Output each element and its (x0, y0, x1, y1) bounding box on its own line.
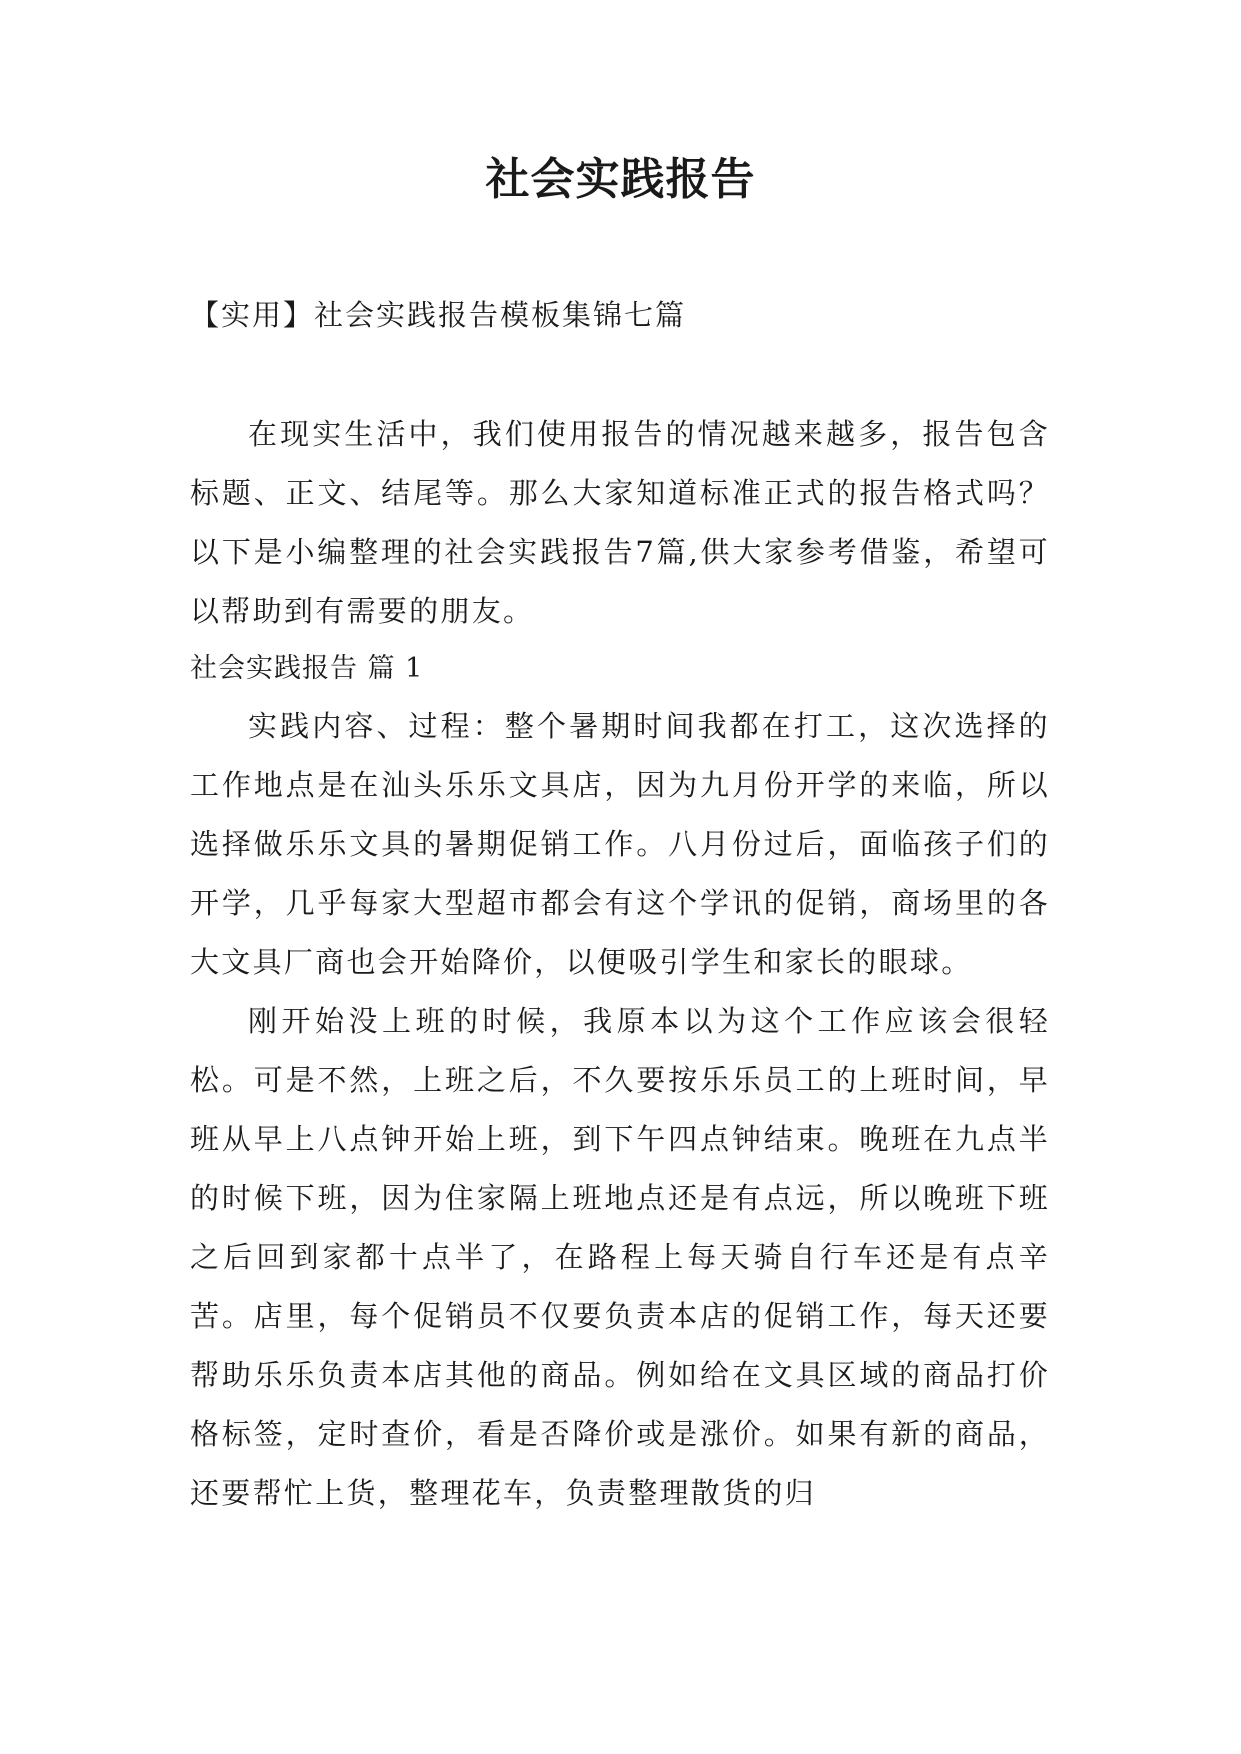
document-title: 社会实践报告 (485, 154, 756, 205)
body-paragraph: 实践内容、过程：整个暑期时间我都在打工，这次选择的工作地点是在汕头乐乐文具店，因为九月份开学的来临，所以选择做乐乐文具的暑期促销工作。八月份过后，面临孩子们的开学，几乎每家大型超市都会有这个学讯的促销，商场里的各大文具厂商也会开始降价，以便吸引学生和家长的眼球。 (190, 709, 1050, 979)
section-heading: 社会实践报告 篇 1 (190, 653, 424, 684)
intro-paragraph: 在现实生活中，我们使用报告的情况越来越多，报告包含标题、正文、结尾等。那么大家知道标准正式的报告格式吗？以下是小编整理的社会实践报告7篇,供大家参考借鉴，希望可以帮助到有需要的朋友。 (190, 417, 1050, 628)
document-body (190, 405, 1050, 1523)
body-paragraph: 刚开始没上班的时候，我原本以为这个工作应该会很轻松。可是不然，上班之后，不久要按乐乐员工的上班时间，早班从早上八点钟开始上班，到下午四点钟结束。晚班在九点半的时候下班，因为住家隔上班地点还是有点远，所以晚班下班之后回到家都十点半了，在路程上每天骑自行车还是有点辛苦。店里，每个促销员不仅要负责本店的促销工作，每天还要帮助乐乐负责本店其他的商品。例如给在文具区域的商品打价格标签，定时查价，看是否降价或是涨价。如果有新的商品，还要帮忙上货，整理花车，负责整理散货的归 (190, 1004, 1050, 1510)
document-subtitle: 【实用】社会实践报告模板集锦七篇 (190, 298, 687, 332)
